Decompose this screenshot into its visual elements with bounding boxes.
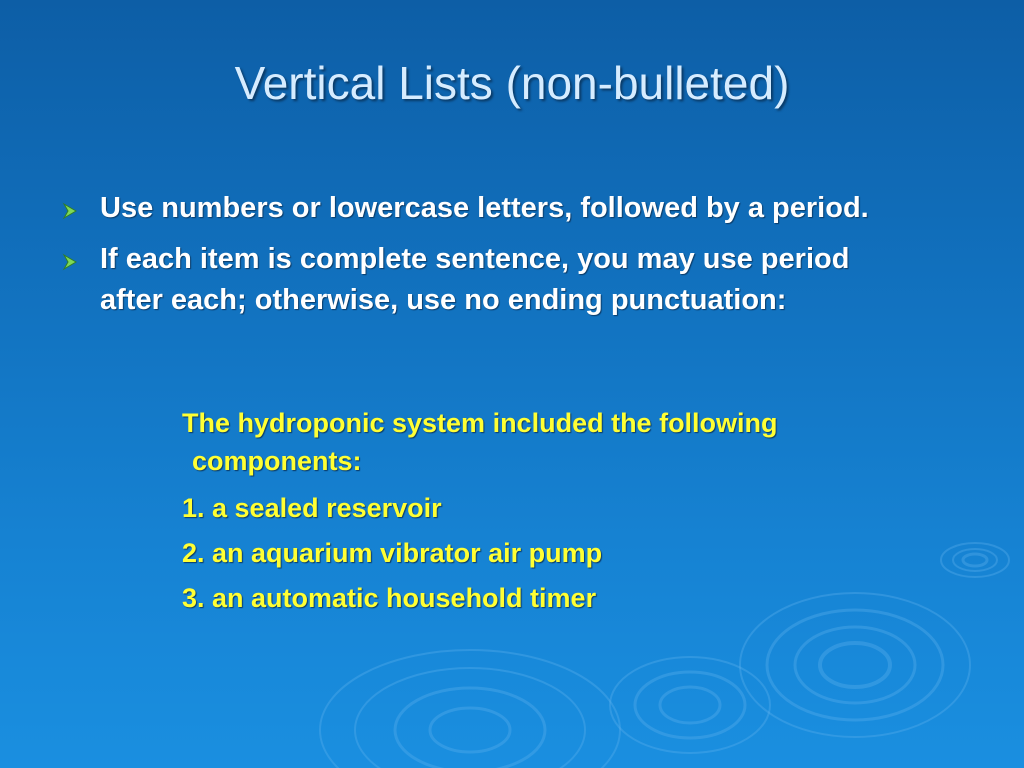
bullet-list	[62, 188, 902, 331]
example-list-item: 1. a sealed reservoir	[182, 493, 442, 523]
bullet-text: Use numbers or lowercase letters, followed by a period.	[100, 192, 869, 224]
bullet-text: If each item is complete sentence, you may use period after each; otherwise, use no ending punctuation:	[100, 243, 850, 316]
bullet-item	[62, 188, 902, 229]
arrow-bullet-icon	[62, 202, 82, 220]
example-list-item: 2. an aquarium vibrator air pump	[182, 538, 603, 568]
example-intro: The hydroponic system included the following	[182, 408, 778, 438]
example-block	[182, 404, 902, 621]
example-list-item: 3. an automatic household timer	[182, 583, 597, 613]
arrow-bullet-icon	[62, 253, 82, 271]
example-intro-continued: components:	[192, 446, 362, 476]
bullet-item	[62, 239, 902, 321]
slide-title: Vertical Lists (non-bulleted)	[234, 57, 790, 109]
